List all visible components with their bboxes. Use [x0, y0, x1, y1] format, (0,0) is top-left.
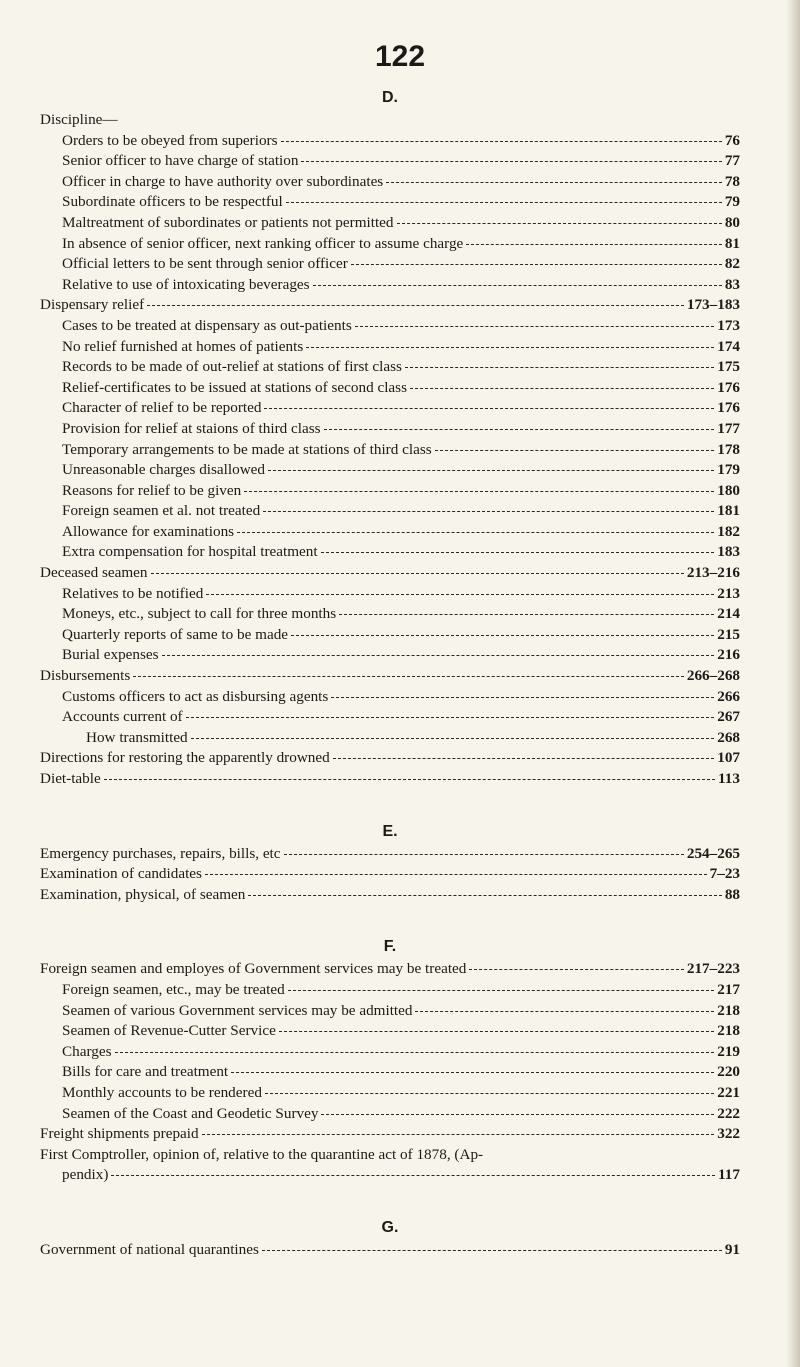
leader-dashes	[469, 968, 683, 970]
index-entry	[40, 1042, 740, 1063]
entry-text: Moneys, etc., subject to call for three months	[62, 605, 337, 623]
entry-page: 266–268	[686, 667, 740, 685]
entry-page: 214	[717, 605, 740, 623]
leader-dashes	[186, 716, 715, 718]
index-entry	[40, 844, 740, 865]
entry-text: Officer in charge to have authority over subordinates	[62, 172, 384, 190]
index-entry	[40, 440, 740, 461]
index-entry	[40, 728, 740, 749]
section-letter: F.	[383, 938, 397, 956]
index-entry	[40, 707, 740, 728]
index-entry	[40, 563, 740, 584]
index-entry	[40, 337, 740, 358]
index-heading: Discipline—	[40, 111, 118, 128]
entry-text: Reasons for relief to be given	[62, 481, 242, 499]
index-entry	[40, 959, 740, 980]
entry-page: 217	[717, 980, 740, 998]
leader-dashes	[291, 634, 714, 636]
entry-page: 179	[717, 461, 740, 479]
entry-page: 83	[724, 275, 740, 293]
leader-dashes	[286, 201, 722, 203]
entry-page: 82	[724, 255, 740, 273]
index-entry	[40, 1240, 740, 1261]
index-entry	[40, 1021, 740, 1042]
section-gap	[40, 905, 740, 935]
section-letter: E.	[382, 822, 398, 840]
entry-text: Monthly accounts to be rendered	[62, 1083, 262, 1101]
entry-page: 81	[724, 234, 740, 252]
entry-page: 322	[717, 1125, 740, 1143]
index-entry	[40, 1165, 740, 1186]
entry-page: 216	[717, 646, 740, 664]
entry-text: Examination, physical, of seamen	[40, 885, 246, 903]
entry-text: Emergency purchases, repairs, bills, etc	[40, 844, 281, 862]
entry-text: Maltreatment of subordinates or patients not permitted	[62, 213, 394, 231]
entry-text: Seamen of various Government services may be admitted	[62, 1001, 413, 1019]
index-entry	[40, 213, 740, 234]
entry-text: Seamen of Revenue-Cutter Service	[62, 1022, 276, 1040]
leader-dashes	[244, 490, 714, 492]
entry-text: Disbursements	[40, 667, 131, 685]
entry-page: 180	[717, 481, 740, 499]
entry-text: Accounts current of	[62, 708, 183, 726]
index-entry	[40, 378, 740, 399]
entry-text: Allowance for examinations	[62, 522, 235, 540]
entry-page: 267	[717, 708, 740, 726]
entry-page: 77	[724, 152, 740, 170]
leader-dashes	[133, 675, 684, 677]
index-entry	[40, 1083, 740, 1104]
entry-page: 213–216	[686, 564, 740, 582]
index-entry	[40, 687, 740, 708]
leader-dashes	[248, 894, 721, 896]
entry-page: 107	[717, 749, 740, 767]
leader-dashes	[405, 366, 714, 368]
leader-dashes	[324, 428, 715, 430]
entry-text: Subordinate officers to be respectful	[62, 193, 283, 211]
entry-page: 268	[717, 728, 740, 746]
leader-dashes	[306, 346, 714, 348]
entry-page: 254–265	[686, 844, 740, 862]
index-entry	[40, 522, 740, 543]
section-letter: G.	[381, 1218, 399, 1236]
section-gap	[40, 1186, 740, 1216]
entry-page: 213	[717, 584, 740, 602]
leader-dashes	[268, 469, 714, 471]
entry-page: 219	[717, 1042, 740, 1060]
entry-text: Cases to be treated at dispensary as out-patients	[62, 316, 352, 334]
leader-dashes	[147, 304, 684, 306]
leader-dashes	[231, 1071, 714, 1073]
entry-text: Orders to be obeyed from superiors	[62, 131, 278, 149]
entry-text: Government of national quarantines	[40, 1240, 259, 1258]
index-entry	[40, 234, 740, 255]
index-entry	[40, 172, 740, 193]
leader-dashes	[321, 1113, 714, 1115]
entry-page: 176	[717, 378, 740, 396]
entry-text: Quarterly reports of same to be made	[62, 625, 289, 643]
index-entry	[40, 192, 740, 213]
index-entry	[40, 501, 740, 522]
index-entry	[40, 151, 740, 172]
leader-dashes	[351, 263, 722, 265]
leader-dashes	[284, 853, 684, 855]
entry-text: Temporary arrangements to be made at stations of third class	[62, 440, 432, 458]
entry-page: 220	[717, 1063, 740, 1081]
leader-dashes	[206, 593, 714, 595]
index-entry	[40, 275, 740, 296]
entry-page: 88	[724, 885, 740, 903]
entry-text: Foreign seamen, etc., may be treated	[62, 980, 285, 998]
leader-dashes	[263, 510, 714, 512]
index-entry	[40, 131, 740, 152]
leader-dashes	[435, 449, 715, 451]
leader-dashes	[339, 613, 714, 615]
entry-page: 182	[717, 522, 740, 540]
entry-text: Freight shipments prepaid	[40, 1125, 199, 1143]
entry-text: Dispensary relief	[40, 296, 145, 314]
entry-text: Provision for relief at staions of third class	[62, 419, 321, 437]
index-heading: First Comptroller, opinion of, relative to the quarantine act of 1878, (Ap-	[40, 1145, 484, 1163]
entry-text: Charges	[62, 1042, 112, 1060]
entry-page: 113	[718, 770, 740, 787]
index-entry	[40, 885, 740, 906]
index-entry	[40, 1104, 740, 1125]
index-entry	[40, 980, 740, 1001]
index-entry	[40, 769, 740, 790]
index-entry	[40, 864, 740, 885]
index-entry	[40, 398, 740, 419]
entry-text: Relative to use of intoxicating beverages	[62, 275, 310, 293]
index-entry	[40, 316, 740, 337]
entry-page: 218	[717, 1001, 740, 1019]
entry-text: In absence of senior officer, next ranking officer to assume charge	[62, 234, 464, 252]
section-letter: D.	[382, 89, 398, 106]
section-gap	[40, 790, 740, 820]
leader-dashes	[162, 654, 715, 656]
entry-text: Relatives to be notified	[62, 584, 204, 602]
entry-page: 91	[724, 1240, 740, 1258]
index-entry	[40, 295, 740, 316]
index-entry	[40, 481, 740, 502]
leader-dashes	[265, 1092, 714, 1094]
leader-dashes	[321, 551, 715, 553]
index-entry	[40, 542, 740, 563]
entry-page: 217–223	[686, 960, 740, 978]
entry-page: 181	[717, 502, 740, 520]
leader-dashes	[237, 531, 714, 533]
index-entry	[40, 666, 740, 687]
leader-dashes	[466, 243, 722, 245]
entry-page: 266	[717, 687, 740, 705]
leader-dashes	[111, 1174, 715, 1176]
entry-page: 117	[718, 1166, 740, 1184]
leader-dashes	[288, 989, 715, 991]
entry-page: 177	[717, 419, 740, 437]
entry-page: 7–23	[709, 865, 740, 883]
leader-dashes	[264, 407, 714, 409]
page-edge-shadow	[786, 0, 800, 1367]
entry-text: Seamen of the Coast and Geodetic Survey	[62, 1104, 319, 1122]
entry-text: Foreign seamen and employes of Government services may be treated	[40, 960, 467, 978]
index-entry	[40, 254, 740, 275]
entry-page: 175	[717, 358, 740, 376]
leader-dashes	[281, 140, 722, 142]
entry-text: Bills for care and treatment	[62, 1063, 229, 1081]
index-entry	[40, 1124, 740, 1145]
index-content	[40, 86, 740, 1261]
leader-dashes	[410, 387, 714, 389]
index-entry	[40, 1001, 740, 1022]
leader-dashes	[115, 1051, 715, 1053]
leader-dashes	[104, 778, 715, 780]
entry-page: 76	[724, 131, 740, 149]
entry-text: Diet-table	[40, 770, 101, 787]
entry-page: 174	[717, 337, 740, 355]
index-entry	[40, 1062, 740, 1083]
entry-text: Examination of candidates	[40, 865, 202, 883]
entry-page: 173	[717, 316, 740, 334]
leader-dashes	[191, 737, 715, 739]
leader-dashes	[331, 696, 714, 698]
entry-text: Senior officer to have charge of station	[62, 152, 299, 170]
entry-text: No relief furnished at homes of patients	[62, 337, 304, 355]
entry-page: 79	[724, 193, 740, 211]
leader-dashes	[313, 284, 722, 286]
leader-dashes	[397, 222, 722, 224]
index-entry	[40, 419, 740, 440]
leader-dashes	[279, 1030, 714, 1032]
entry-text: pendix)	[62, 1166, 109, 1184]
leader-dashes	[386, 181, 722, 183]
entry-page: 183	[717, 543, 740, 561]
entry-text: Character of relief to be reported	[62, 399, 262, 417]
leader-dashes	[301, 160, 721, 162]
leader-dashes	[262, 1249, 722, 1251]
leader-dashes	[151, 572, 684, 574]
index-entry	[40, 604, 740, 625]
entry-page: 218	[717, 1022, 740, 1040]
entry-text: Customs officers to act as disbursing agents	[62, 687, 329, 705]
entry-page: 176	[717, 399, 740, 417]
index-entry	[40, 625, 740, 646]
entry-page: 222	[717, 1104, 740, 1122]
page-number: 122	[374, 40, 426, 73]
entry-page: 173–183	[686, 296, 740, 314]
leader-dashes	[415, 1010, 714, 1012]
entry-page: 80	[724, 213, 740, 231]
entry-page: 178	[717, 440, 740, 458]
entry-text: How transmitted	[86, 728, 188, 746]
leader-dashes	[355, 325, 714, 327]
entry-text: Burial expenses	[62, 646, 159, 664]
entry-page: 221	[717, 1083, 740, 1101]
entry-page: 215	[717, 625, 740, 643]
index-entry	[40, 645, 740, 666]
index-entry	[40, 748, 740, 769]
entry-text: Records to be made of out-relief at stations of first class	[62, 358, 402, 376]
entry-text: Official letters to be sent through senior officer	[62, 255, 348, 273]
leader-dashes	[205, 873, 707, 875]
entry-text: Relief-certificates to be issued at stations of second class	[62, 378, 407, 396]
leader-dashes	[333, 757, 714, 759]
index-entry	[40, 460, 740, 481]
index-entry	[40, 357, 740, 378]
entry-text: Extra compensation for hospital treatment	[62, 543, 318, 561]
entry-text: Directions for restoring the apparently drowned	[40, 749, 330, 767]
entry-text: Deceased seamen	[40, 564, 148, 582]
leader-dashes	[202, 1133, 715, 1135]
entry-page: 78	[724, 172, 740, 190]
entry-text: Unreasonable charges disallowed	[62, 461, 265, 479]
index-entry	[40, 584, 740, 605]
entry-text: Foreign seamen et al. not treated	[62, 502, 261, 520]
